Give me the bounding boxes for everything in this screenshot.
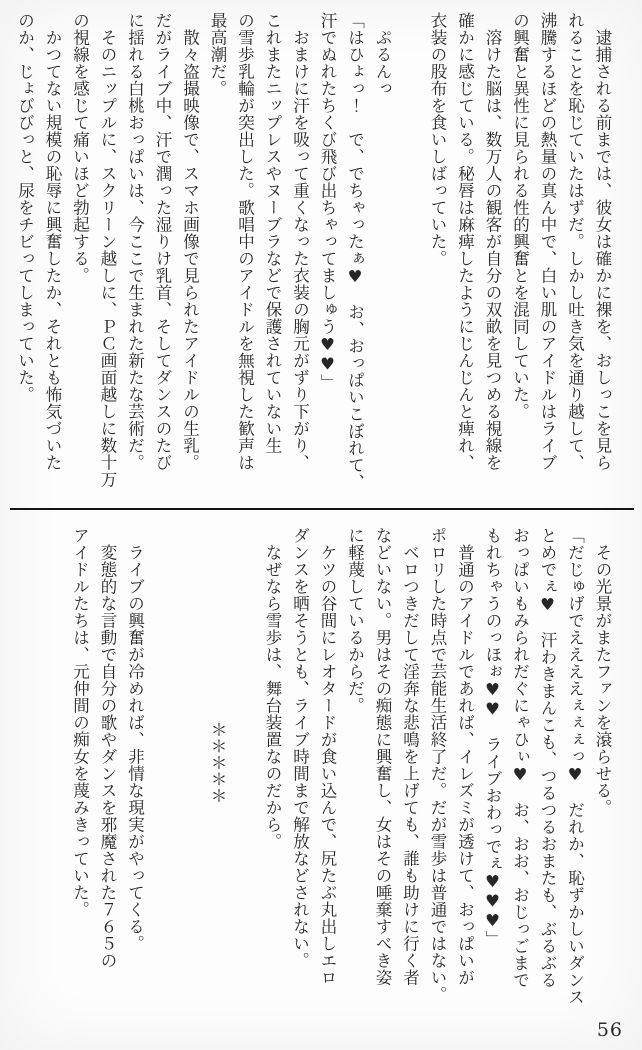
text-line: 「はひょっ！ で、でちゃったぁ♥ お、おっぱいこぼれて、 <box>345 12 365 491</box>
text-line: アイドルたちは、元仲間の痴女を蔑みきっていた。 <box>70 527 90 918</box>
text-line: これまたニップレスやヌーブラなどで保護されていない生 <box>263 12 282 454</box>
text-line: の視線を感じて痛いほど勃起する。 <box>70 12 90 284</box>
text-line: れることを恥じていたはずだ。しかし吐き気を通り越して、 <box>565 12 585 471</box>
text-line: もれちゃうのっほぉ♥♥ ライブおわっでぇ♥♥♥」 <box>483 527 502 948</box>
text-line: ダンスを晒そうとも、ライブ時間まで解放などされない。 <box>290 527 310 969</box>
text-line: だがライブ中、汗で潤った湿りけ乳首、そしてダンスのたび <box>153 12 172 471</box>
text-line: 逮捕される前までは、彼女は確かに裸を、おしっこを見ら <box>593 12 612 471</box>
text-line <box>396 12 424 496</box>
text-line: 散々盗撮映像で、スマホ画像で見られたアイドルの生乳。 <box>180 12 200 471</box>
text-line: 最高潮だ。 <box>208 12 227 97</box>
text-line: ライブの興奮が冷めれば、非情な現実がやってくる。 <box>125 527 145 952</box>
text-line: 沸騰するほどの熱量の真ん中で、白い肌のアイドルはライブ <box>538 12 557 471</box>
page-number: 56 <box>596 1019 623 1041</box>
text-line: 確かに感じている。秘唇は麻痺したようにじんじんと痺れ、 <box>455 12 475 471</box>
text-line: に軽蔑しているからだ。 <box>345 527 365 714</box>
text-line: なぜなら雪歩は、舞台装置なのだから。 <box>263 527 282 850</box>
text-section-top <box>11 12 616 496</box>
text-section-bottom <box>66 527 616 1006</box>
text-line: 溶けた脳は、数万人の観客が自分の双畝を見つめる視線を <box>483 12 502 471</box>
text-line: おまけに汗を吸って重くなった衣装の胸元がずり下がり、 <box>290 12 310 471</box>
text-line <box>231 527 259 997</box>
text-line: の雪歩乳輪が突出した。歌唱中のアイドルを無視した歓声は <box>235 12 255 471</box>
text-line: のか、じょびびっと、尿をチビってしまっていた。 <box>15 12 35 403</box>
text-line: ケツの谷間にレオタードが食い込んで、尻たぶ丸出しエロ <box>318 527 337 986</box>
text-line: そのニップルに、スクリーン越しに、ＰＣ画面越しに数十万 <box>98 12 117 488</box>
text-line: ポロリした時点で芸能生活終了だ。だが雪歩は普通ではない。 <box>428 527 447 1003</box>
text-line: 汗でぬれたちくび飛び出ちゃってましゅう♥♥」 <box>318 12 337 391</box>
text-line: の興奮と異性に見られる性的興奮とを混同していた。 <box>510 12 530 420</box>
scene-break: ＊＊＊＊＊ <box>208 720 227 804</box>
text-line <box>176 527 204 997</box>
text-line: 変態的な言動で自分の歌やダンスを邪魔された７６５の <box>98 527 117 969</box>
text-line: その光景がまたファンを滾らせる。 <box>593 527 612 816</box>
text-line: おっぱいもみられだぐにゃひぃ♥ お、おお、おじっごまで <box>510 527 530 989</box>
text-line: 衣装の股布を食いしばっていた。 <box>428 12 447 267</box>
text-line: ベロつきだして淫奔な悲鳴を上げても、誰も助けに行く者 <box>400 527 420 986</box>
text-line: 「だじゅげでええええぇぇぇっ♥ だれか、恥ずかしいダンス <box>565 527 585 1006</box>
text-line: などいない。男はその痴態に興奮し、女はその唾棄すべき姿 <box>373 527 392 986</box>
text-line: とめでぇ♥ 汗わきまんこも、つるつるおまたも、ぶるぶる <box>538 527 557 989</box>
text-line <box>149 527 177 997</box>
text-line: ぷるんっ <box>373 12 392 97</box>
text-line: かつてない規模の恥辱に興奮したか、それとも怖気づいた <box>43 12 62 471</box>
section-divider <box>10 508 634 510</box>
text-line: 普通のアイドルであれば、イレズミが透けて、おっぱいが <box>455 527 475 986</box>
text-line: に揺れる白桃おっぱいは、今ここで生まれた新たな芸術だ。 <box>125 12 145 471</box>
